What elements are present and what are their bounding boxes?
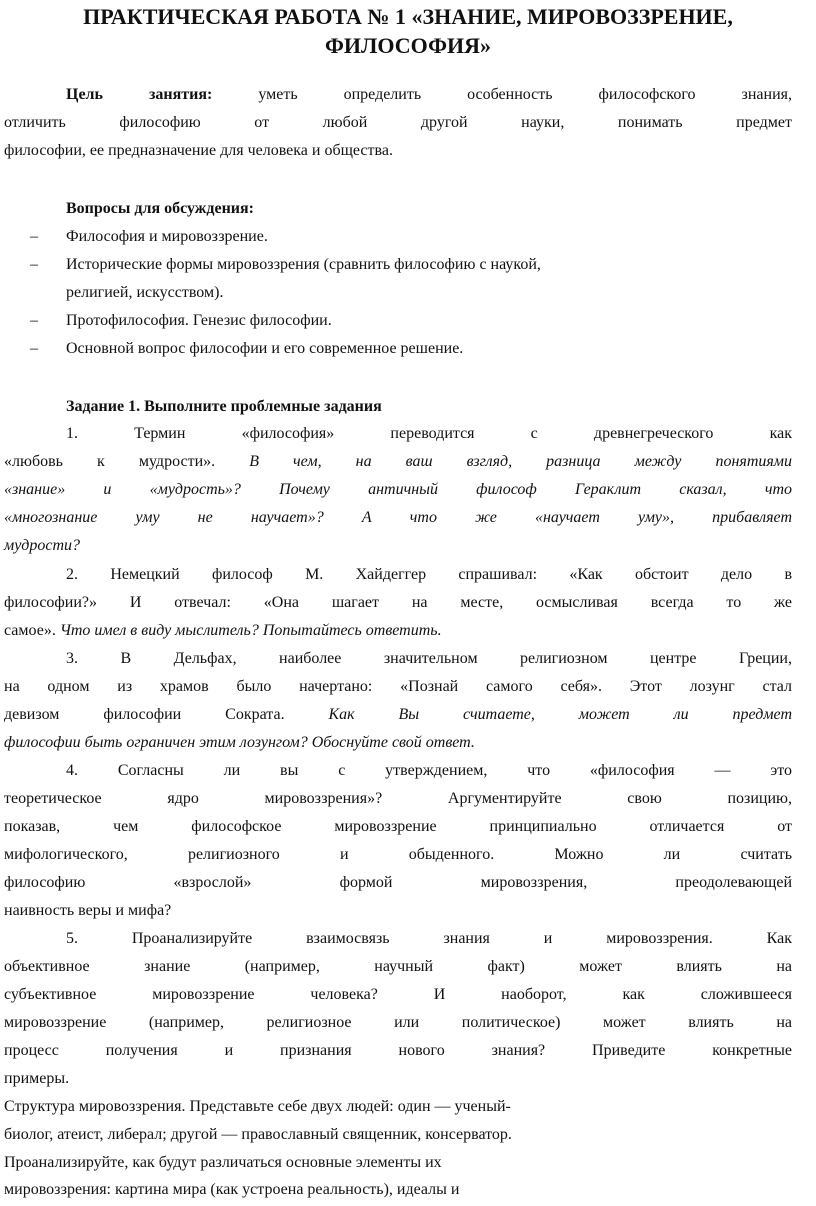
structure-line-2: биолог, атеист, либерал; другой — православный священник, консерватор.: [4, 1126, 512, 1143]
task-1-line-4: «многознание уму не научает»? А что же «научает уму», прибавляет: [4, 509, 792, 526]
structure-line-4: мировоззрения: картина мира (как устроена реальность), идеалы и: [4, 1181, 460, 1198]
task-1-text: «любовь к мудрости».: [4, 453, 216, 470]
question-item-text: Протофилософия. Генезис философии.: [66, 312, 332, 329]
task-3-text: девизом философии Сократа.: [4, 706, 285, 723]
task-2-line-1: 2. Немецкий философ М. Хайдеггер спрашивал: «Как обстоит дело в: [66, 566, 792, 583]
question-item-text: Философия и мировоззрение.: [66, 228, 268, 245]
task-4-line-4: мифологического, религиозного и обыденного. Можно ли считать: [4, 846, 792, 863]
task-3-line-3: [4, 706, 792, 724]
structure-line-1: Структура мировоззрения. Представьте себе двух людей: один — ученый-: [4, 1098, 511, 1115]
task-5-line-4: мировоззрение (например, религиозное или политическое) может влиять на: [4, 1014, 792, 1031]
task-5-line-2: объективное знание (например, научный факт) может влиять на: [4, 958, 792, 975]
dash-bullet: –: [30, 340, 38, 357]
question-item-text: Основной вопрос философии и его современное решение.: [66, 340, 464, 357]
question-item-text: Исторические формы мировоззрения (сравнить философию с наукой,: [66, 256, 541, 273]
dash-bullet: –: [30, 256, 38, 273]
goal-line-3: философии, ее предназначение для человека и общества.: [4, 142, 393, 159]
task-1-line-2: [4, 453, 792, 471]
task-1-line-3: «знание» и «мудрость»? Почему античный философ Гераклит сказал, что: [4, 481, 792, 498]
goal-line-1: [66, 86, 792, 104]
task-heading: Задание 1. Выполните проблемные задания: [66, 398, 382, 415]
task-2-line-2: философии?» И отвечал: «Она шагает на месте, осмысливая всегда то же: [4, 594, 792, 611]
page-title-line-1: ПРАКТИЧЕСКАЯ РАБОТА № 1 «ЗНАНИЕ, МИРОВОЗЗРЕНИЕ,: [83, 4, 733, 29]
task-4-line-3: показав, чем философское мировоззрение принципиально отличается от: [4, 818, 792, 835]
questions-heading: Вопросы для обсуждения:: [66, 200, 255, 217]
task-3-question: Как Вы считаете, может ли предмет: [328, 706, 792, 723]
task-2-text: самое».: [4, 622, 56, 639]
goal-text-1: уметь определить особенность философского знания,: [258, 86, 793, 103]
task-3-line-1: 3. В Дельфах, наиболее значительном религиозном центре Греции,: [66, 650, 792, 667]
goal-line-2: отличить философию от любой другой науки, понимать предмет: [4, 114, 792, 131]
task-3-line-4: философии быть ограничен этим лозунгом? Обоснуйте свой ответ.: [4, 734, 475, 751]
task-4-line-6: наивность веры и мифа?: [4, 902, 172, 919]
task-1-line-1: 1. Термин «философия» переводится с древнегреческого как: [66, 425, 792, 442]
task-5-line-1: 5. Проанализируйте взаимосвязь знания и мировоззрения. Как: [66, 930, 792, 947]
task-4-line-1: 4. Согласны ли вы с утверждением, что «философия — это: [66, 762, 792, 779]
structure-line-3: Проанализируйте, как будут различаться основные элементы их: [4, 1154, 442, 1171]
task-1-line-5: мудрости?: [4, 537, 81, 554]
task-4-line-2: теоретическое ядро мировоззрения»? Аргументируйте свою позицию,: [4, 790, 792, 807]
task-2-line-3: [4, 622, 792, 640]
goal-label: Цель занятия:: [66, 86, 213, 103]
page-title-line-2: ФИЛОСОФИЯ»: [325, 33, 491, 58]
task-1-question: В чем, на ваш взгляд, разница между понятиями: [249, 453, 793, 470]
task-2-question: Что имел в виду мыслитель? Попытайтесь ответить.: [59, 622, 442, 639]
task-5-line-3: субъективное мировоззрение человека? И наоборот, как сложившееся: [4, 986, 792, 1003]
task-4-line-5: философию «взрослой» формой мировоззрения, преодолевающей: [4, 874, 792, 891]
dash-bullet: –: [30, 312, 38, 329]
question-item-text-cont: религией, искусством).: [66, 284, 224, 301]
dash-bullet: –: [30, 228, 38, 245]
task-5-line-5: процесс получения и признания нового знания? Приведите конкретные: [4, 1042, 792, 1059]
task-5-line-6: примеры.: [4, 1070, 70, 1087]
task-3-line-2: на одном из храмов было начертано: «Познай самого себя». Этот лозунг стал: [4, 678, 792, 695]
